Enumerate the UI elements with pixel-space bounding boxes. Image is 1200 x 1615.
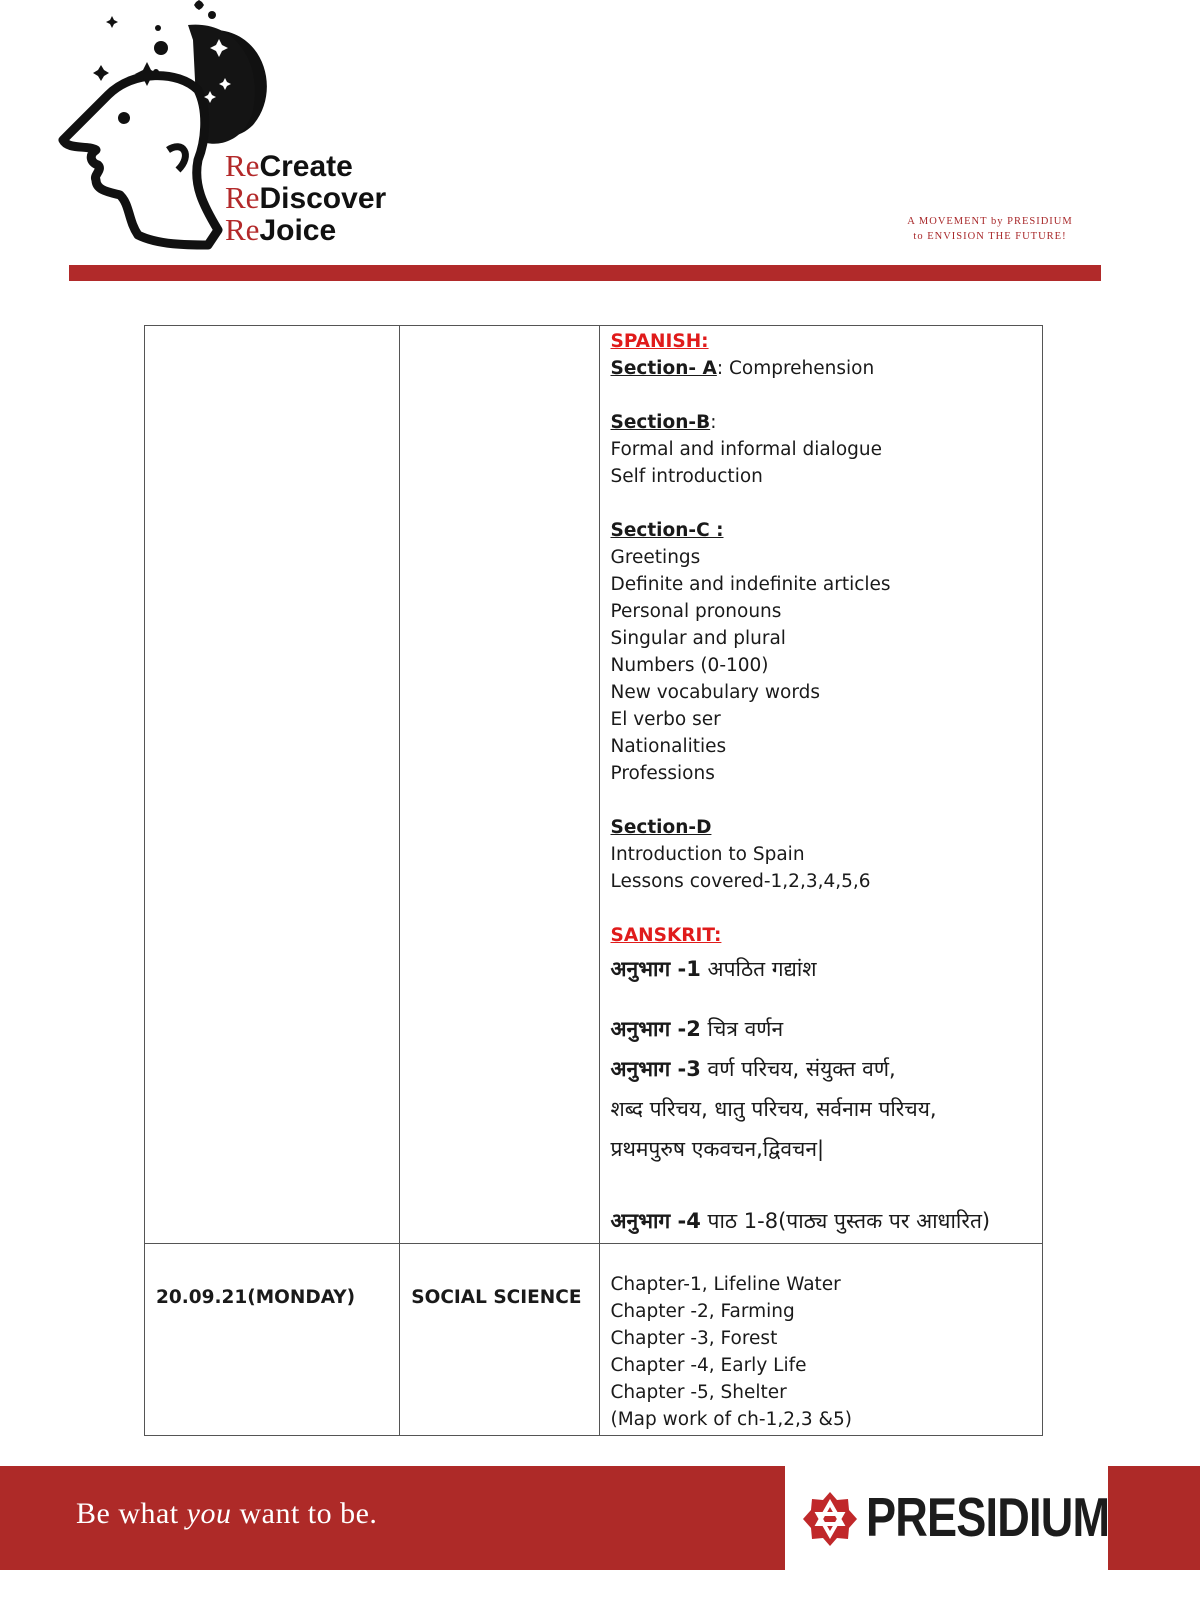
list-item: Chapter -4, Early Life	[610, 1355, 807, 1376]
brand-tagline	[225, 150, 386, 246]
date-cell	[145, 326, 400, 1244]
sanskrit-line: अनुभाग -3 वर्ण परिचय, संयुक्त वर्ण,	[610, 1057, 896, 1081]
list-item: New vocabulary words	[610, 682, 820, 703]
presidium-wordmark: PRESIDIUM	[866, 1486, 1110, 1548]
tagline-line: ReCreate	[225, 148, 353, 183]
table-row	[145, 1244, 1043, 1436]
list-item: Definite and indefinite articles	[610, 574, 891, 595]
syllabus-table	[144, 325, 1043, 1436]
footer-slogan: Be what you want to be.	[76, 1497, 378, 1530]
list-item: Chapter -3, Forest	[610, 1328, 778, 1349]
list-item: El verbo ser	[610, 709, 721, 730]
section-b-heading: Section-B:	[610, 412, 717, 433]
list-item: Chapter -2, Farming	[610, 1301, 795, 1322]
sanskrit-line: अनुभाग -1 अपठित गद्यांश	[610, 957, 817, 981]
sanskrit-line: प्रथमपुरुष एकवचन,द्विवचन|	[610, 1137, 825, 1161]
presidium-star-icon	[801, 1490, 859, 1548]
section-c-heading: Section-C :	[610, 520, 724, 541]
header-divider	[69, 265, 1101, 281]
list-item: Formal and informal dialogue	[610, 439, 883, 460]
sanskrit-line: अनुभाग -2 चित्र वर्णन	[610, 1017, 784, 1041]
sanskrit-line: अनुभाग -4 पाठ 1-8(पाठ्य पुस्तक पर आधारित)	[610, 1209, 991, 1233]
sanskrit-line: शब्द परिचय, धातु परिचय, सर्वनाम परिचय,	[610, 1097, 937, 1121]
syllabus-cell	[599, 1244, 1043, 1436]
list-item: Greetings	[610, 547, 701, 568]
subject-cell: SOCIAL SCIENCE	[400, 1244, 599, 1436]
list-item: Self introduction	[610, 466, 763, 487]
subject-cell	[400, 326, 599, 1244]
syllabus-cell	[599, 326, 1043, 1244]
list-item: Numbers (0-100)	[610, 655, 769, 676]
list-item: Nationalities	[610, 736, 727, 757]
list-item: Chapter -5, Shelter	[610, 1382, 787, 1403]
list-item: Chapter-1, Lifeline Water	[610, 1274, 841, 1295]
footer-accent	[1108, 1466, 1200, 1570]
tagline-line: ReDiscover	[225, 180, 387, 215]
list-item: Personal pronouns	[610, 601, 782, 622]
section-a-line: Section- A: Comprehension	[610, 358, 875, 379]
sanskrit-heading: SANSKRIT:	[610, 925, 722, 946]
section-d-heading: Section-D	[610, 817, 712, 838]
movement-caption: A MOVEMENT by PRESIDIUM to ENVISION THE FUTURE!	[907, 216, 1073, 242]
table-row	[145, 326, 1043, 1244]
tagline-line: ReJoice	[225, 212, 337, 247]
list-item: Professions	[610, 763, 715, 784]
date-cell: 20.09.21(MONDAY)	[145, 1244, 400, 1436]
list-item: (Map work of ch-1,2,3 &5)	[610, 1409, 852, 1430]
list-item: Singular and plural	[610, 628, 786, 649]
spanish-heading: SPANISH:	[610, 331, 709, 352]
list-item: Introduction to Spain	[610, 844, 805, 865]
list-item: Lessons covered-1,2,3,4,5,6	[610, 871, 871, 892]
